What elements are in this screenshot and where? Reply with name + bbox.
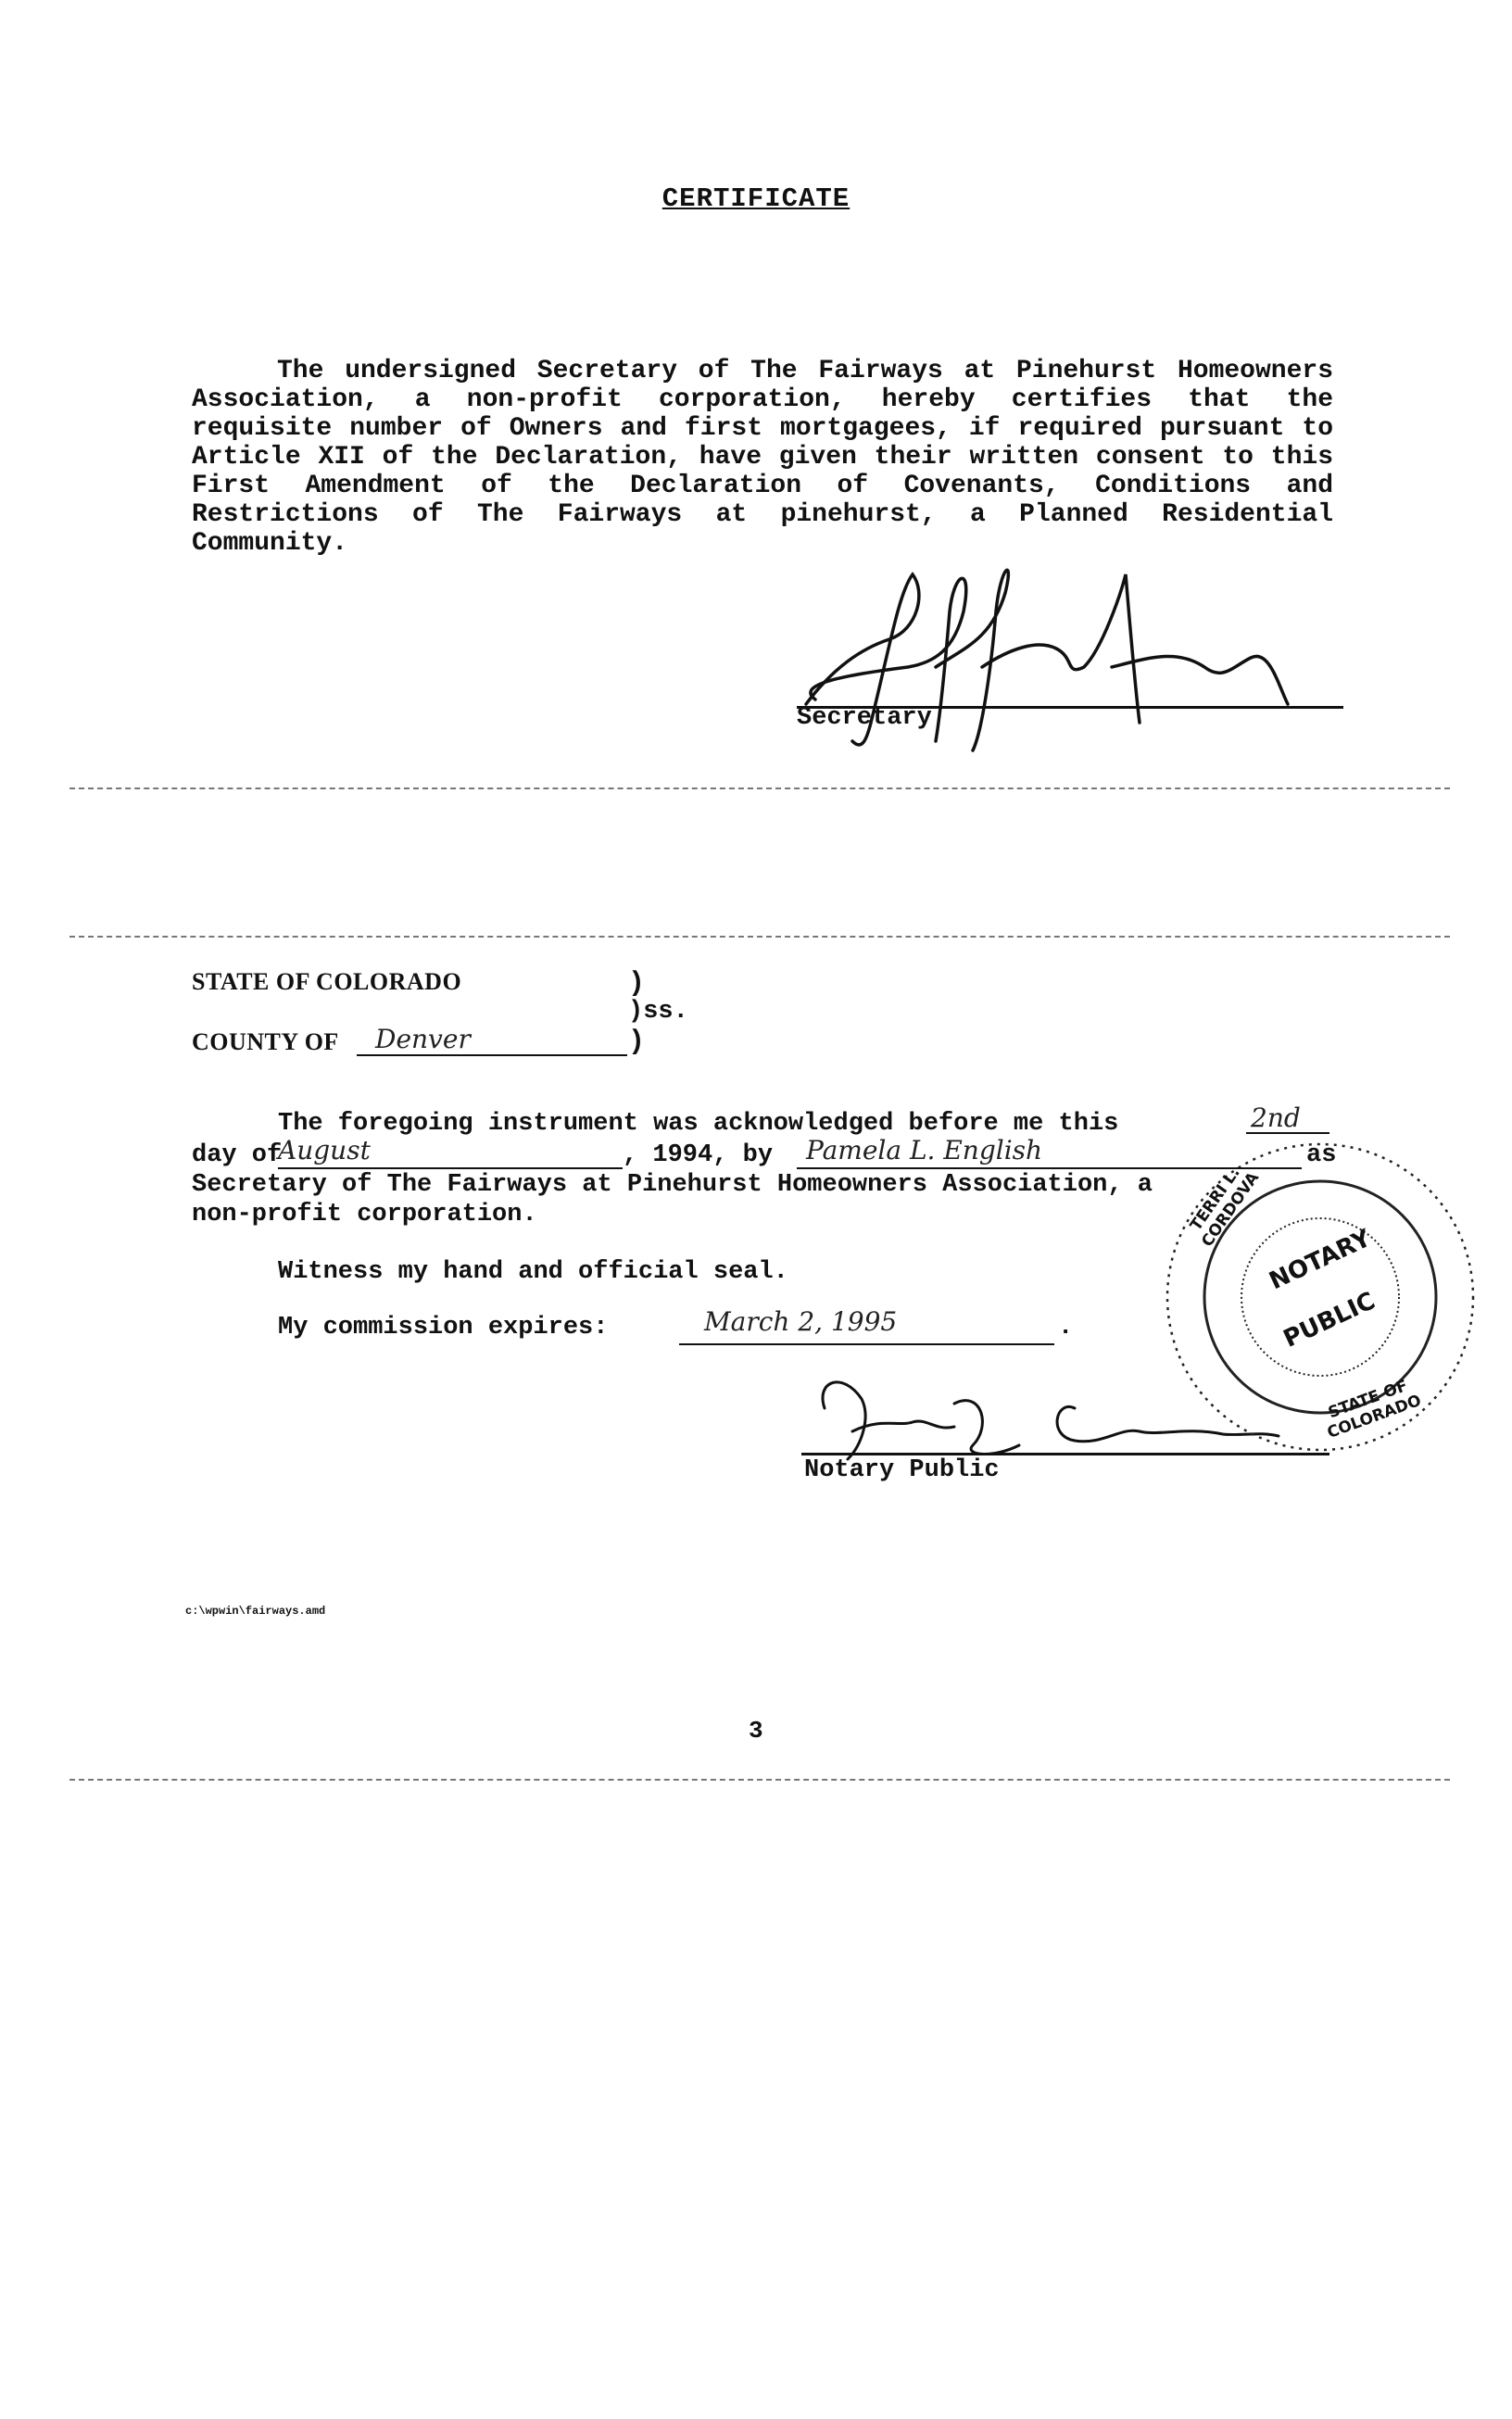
venue-bracket: ) [628, 968, 646, 1000]
commission-period: . [1058, 1314, 1074, 1342]
commission-value: March 2, 1995 [704, 1306, 898, 1337]
witness-text: Witness my hand and official seal. [278, 1258, 788, 1286]
day-line [1246, 1132, 1329, 1134]
ss-text: )ss. [628, 998, 688, 1026]
ack-line-1: The foregoing instrument was acknowledged before me this [278, 1110, 1119, 1138]
certificate-body-text: The undersigned Secretary of The Fairways at Pinehurst Homeowners Association, a non-profit corporation, hereby certifies that the requisite number of Owners and first mortgagees, if required pursuant to Article XII of the Declaration, have given their written consent to this First Amendment of the Declaration of Covenants, Conditions and Restrictions of The Fairways at pinehurst, a Planned Residential Community. [192, 357, 1333, 558]
ack-day-value: 2nd [1251, 1102, 1301, 1133]
name-value: Pamela L. English [806, 1135, 1043, 1165]
county-value: Denver [375, 1024, 471, 1054]
county-label: COUNTY OF [192, 1028, 339, 1055]
secretary-label: Secretary [797, 704, 932, 732]
ack-line-3: Secretary of The Fairways at Pinehurst Homeowners Association, a [192, 1171, 1153, 1199]
certificate-title: CERTIFICATE [662, 183, 850, 214]
county-line [357, 1054, 627, 1056]
venue-bracket: ) [628, 1027, 646, 1058]
commission-label: My commission expires: [278, 1314, 609, 1342]
seal-text-notary: NOTARY [1265, 1224, 1376, 1296]
ack-line-4: non-profit corporation. [192, 1201, 537, 1228]
month-value: August [278, 1135, 371, 1165]
month-line [278, 1167, 623, 1169]
separator-rule [69, 787, 1450, 789]
notary-signature-line [801, 1453, 1329, 1455]
seal-ring-bottom: STATE OF COLORADO [1324, 1376, 1424, 1443]
year-text: , 1994, by [623, 1141, 774, 1169]
file-path: c:\wpwin\fairways.amd [185, 1605, 326, 1618]
commission-line [679, 1343, 1054, 1345]
notary-label: Notary Public [804, 1456, 1000, 1484]
seal-ring-top: TERRI L. CORDOVA [1186, 1164, 1264, 1251]
separator-rule [69, 1779, 1450, 1781]
ack-line-2-prefix: day of [192, 1141, 283, 1169]
notary-signature [823, 1382, 1279, 1459]
ack-as: as [1306, 1141, 1337, 1169]
state-label: STATE OF COLORADO [192, 968, 462, 995]
separator-rule [69, 936, 1450, 938]
page-number: 3 [749, 1717, 763, 1745]
seal-text-public: PUBLIC [1279, 1287, 1380, 1354]
